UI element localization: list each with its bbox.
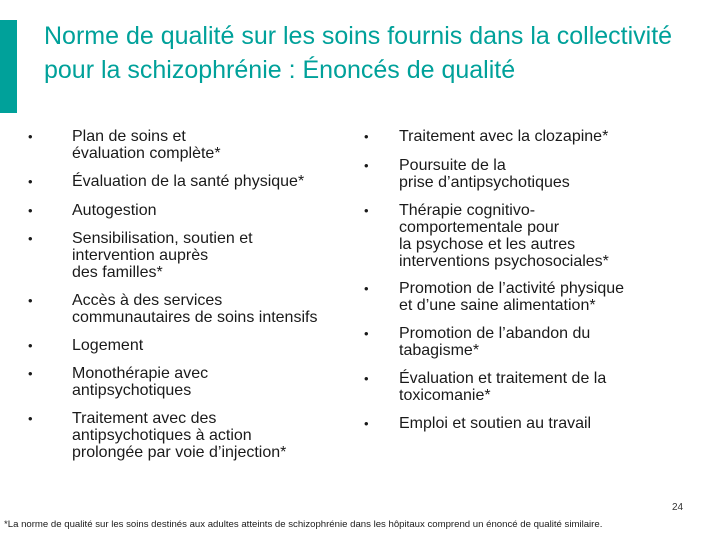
list-item — [364, 370, 689, 404]
list-item — [28, 292, 352, 326]
bullet: • — [28, 411, 33, 426]
bullet: • — [364, 203, 369, 218]
bullet: • — [28, 203, 33, 218]
list-item-text: Évaluation et traitement de la toxicomanie* — [399, 370, 607, 404]
list-item-text: Thérapie cognitivo- comportementale pour la psychose et les autres interventions psychosociales* — [399, 202, 609, 270]
list-item-text: Sensibilisation, soutien et intervention auprès des familles* — [72, 230, 253, 281]
list-item-text: Traitement avec des antipsychotiques à action prolongée par voie d’injection* — [72, 410, 287, 461]
list-item-text: Promotion de l’abandon du tabagisme* — [399, 325, 591, 359]
accent-bar — [0, 20, 17, 113]
bullet: • — [364, 416, 369, 431]
list-item — [28, 365, 352, 399]
list-item — [364, 202, 689, 270]
list-item-text: Traitement avec la clozapine* — [399, 128, 609, 145]
list-item — [28, 173, 352, 190]
list-item — [28, 202, 352, 219]
bullet: • — [28, 293, 33, 308]
list-item-text: Évaluation de la santé physique* — [72, 173, 305, 190]
list-item-text: Logement — [72, 337, 144, 354]
list-item — [364, 280, 689, 314]
bullet: • — [364, 281, 369, 296]
list-item — [364, 415, 689, 432]
bullet: • — [364, 371, 369, 386]
list-item-text: Plan de soins et évaluation complète* — [72, 128, 221, 162]
page-title: Norme de qualité sur les soins fournis dans la collectivité pour la schizophrénie : Énoncés de qualité — [44, 22, 673, 84]
list-item-text: Autogestion — [72, 202, 157, 219]
footnote: *La norme de qualité sur les soins destinés aux adultes atteints de schizophrénie dans les hôpitaux comprend un énoncé de qualité similaire. — [4, 519, 603, 530]
list-item — [364, 157, 689, 191]
bullet: • — [28, 174, 33, 189]
bullet: • — [364, 326, 369, 341]
list-item — [364, 128, 689, 145]
bullet: • — [28, 231, 33, 246]
list-item-text: Poursuite de la prise d’antipsychotiques — [399, 157, 570, 191]
bullet: • — [28, 366, 33, 381]
bullet: • — [364, 129, 369, 144]
bullet: • — [364, 158, 369, 173]
list-item-text: Accès à des services communautaires de soins intensifs — [72, 292, 318, 326]
list-item — [28, 410, 352, 461]
bullet: • — [28, 129, 33, 144]
list-item — [364, 325, 689, 359]
list-item-text: Promotion de l’activité physique et d’une saine alimentation* — [399, 280, 625, 314]
list-item — [28, 337, 352, 354]
list-item — [28, 230, 352, 281]
bullet: • — [28, 338, 33, 353]
page-number: 24 — [672, 502, 684, 513]
list-item — [28, 128, 352, 162]
list-item-text: Emploi et soutien au travail — [399, 415, 592, 432]
list-item-text: Monothérapie avec antipsychotiques — [72, 365, 209, 399]
